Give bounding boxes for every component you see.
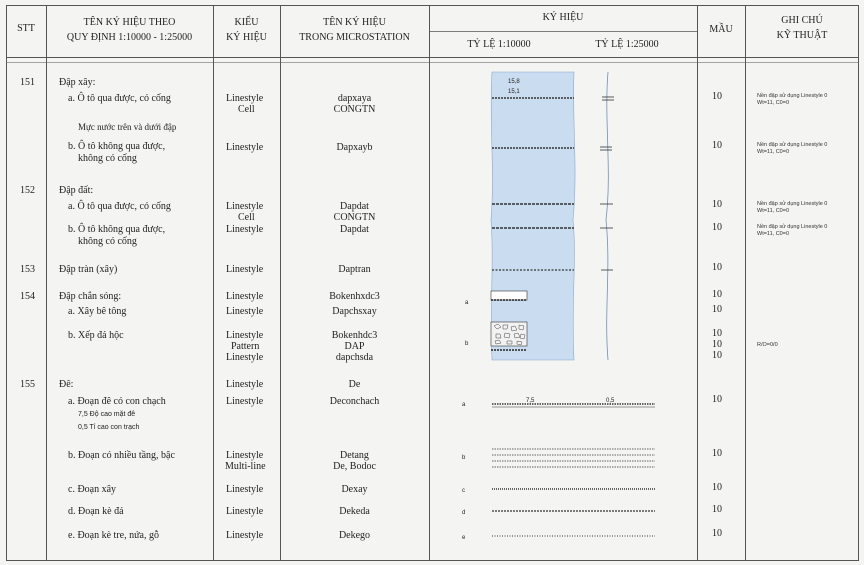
row-151a-type1: Linestyle (226, 93, 264, 104)
row-155b-letter: b (462, 455, 466, 461)
row-151b-note2: Wt=11, C0=0 (757, 149, 789, 155)
header-type-line2: KÝ HIỆU (226, 32, 267, 43)
row-155a-color: 10 (712, 394, 722, 405)
header-color: MẦU (709, 24, 733, 35)
row-151b-name1: b. Ô tô không qua được, (68, 141, 166, 152)
row-153-stt: 153 (20, 264, 35, 275)
row-151a-color: 10 (712, 91, 722, 102)
row-154b-name: b. Xếp đá hộc (68, 330, 124, 341)
row-153-color: 10 (712, 262, 722, 273)
row-155b-color: 10 (712, 448, 722, 459)
row-155a-val1: 7,5 (526, 398, 535, 404)
row-155b-type1: Linestyle (226, 450, 264, 461)
row-151b-note1: Nền đập sử dụng Linestyle 0 (757, 142, 828, 148)
header-scale-25000: TỶ LỆ 1:25000 (595, 39, 659, 50)
row-155c-ms: Dexay (341, 484, 368, 495)
row-152a-ms1: Dapdat (340, 201, 369, 212)
row-155a-sub2: 0,5 Tỉ cao con trạch (78, 424, 140, 431)
row-152-name: Đập đất: (59, 185, 94, 196)
row-151b-type: Linestyle (226, 142, 264, 153)
water-band-symbol (491, 72, 575, 360)
row-155b-name: b. Đoạn có nhiều tầng, bậc (68, 450, 175, 461)
row-151-sub: Mực nước trên và dưới đập (78, 122, 177, 132)
row-152b-name2: không có cống (78, 236, 137, 247)
row-152b-type: Linestyle (226, 224, 264, 235)
row-155e-color: 10 (712, 528, 722, 539)
row-151b-ms: Dapxayb (336, 142, 373, 153)
row-152b-ms: Dapdat (340, 224, 369, 235)
row-154-letter: a (465, 300, 469, 306)
row-154-name: Đập chắn sóng: (59, 291, 122, 302)
header-note-line1: GHI CHÚ (781, 15, 823, 26)
row-154b-color1: 10 (712, 328, 722, 339)
row-152-stt: 152 (20, 185, 35, 196)
row-151a-ms2: CONGTN (333, 104, 376, 115)
row-154-color: 10 (712, 289, 722, 300)
row-155e-type: Linestyle (226, 530, 264, 541)
row-155a-type: Linestyle (226, 396, 264, 407)
row-155-ms: De (348, 379, 361, 390)
row-152a-ms2: CONGTN (333, 212, 376, 223)
row-155d-type: Linestyle (226, 506, 264, 517)
row-152b-color: 10 (712, 222, 722, 233)
header-note-line2: KỸ THUẬT (776, 30, 828, 41)
row-152a-note1: Nền đập sử dụng Linestyle 0 (757, 201, 828, 207)
header-msname-line2: TRONG MICROSTATION (299, 32, 410, 43)
header-type-line1: KIỂU (234, 17, 259, 28)
row-154-type: Linestyle (226, 291, 264, 302)
dyke-symbols (492, 404, 655, 536)
row-151b-color: 10 (712, 140, 722, 151)
row-155c-name: c. Đoạn xây (68, 484, 117, 495)
row-155e-name: e. Đoạn kè tre, nứa, gỗ (68, 530, 159, 541)
row-155d-ms: Dekeda (339, 506, 370, 517)
row-154b-ms2: DAP (344, 341, 365, 352)
row-151-name: Đập xây: (59, 77, 96, 88)
row-152a-type2: Cell (238, 212, 255, 223)
row-155-stt: 155 (20, 379, 35, 390)
row-155-name: Đê: (59, 379, 74, 390)
row-152a-color: 10 (712, 199, 722, 210)
row-153-ms: Daptran (338, 264, 371, 275)
symbol-label-top2: 15,1 (508, 89, 520, 95)
row-155d-name: d. Đoạn kè đá (68, 506, 124, 517)
row-154b-type1: Linestyle (226, 330, 264, 341)
row-152a-type1: Linestyle (226, 201, 264, 212)
header-msname-line1: TÊN KÝ HIỆU (323, 17, 386, 28)
row-155c-color: 10 (712, 482, 722, 493)
row-152a-note2: Wt=11, C0=0 (757, 208, 789, 214)
row-155d-color: 10 (712, 504, 722, 515)
row-153-type: Linestyle (226, 264, 264, 275)
row-153-name: Đập tràn (xây) (59, 264, 118, 275)
row-154b-color2: 10 (712, 339, 722, 350)
symbol-label-top1: 15,8 (508, 79, 520, 85)
header-stt: STT (17, 23, 35, 34)
row-155a-val2: 0,5 (606, 398, 615, 404)
row-154-stt: 154 (20, 291, 35, 302)
row-154b-color3: 10 (712, 350, 722, 361)
row-155-type: Linestyle (226, 379, 264, 390)
row-155a-letter: a (462, 402, 466, 408)
row-155e-letter: e (462, 535, 466, 541)
row-151-stt: 151 (20, 77, 35, 88)
row-154b-letter: b (465, 341, 469, 347)
row-152b-note2: Wt=11, C0=0 (757, 231, 789, 237)
row-154-ms: Bokenhxdc3 (329, 291, 380, 302)
row-155a-ms: Deconchach (329, 396, 380, 407)
row-155d-letter: d (462, 510, 466, 516)
row-155b-ms1: Detang (340, 450, 369, 461)
row-155a-sub1: 7,5 Độ cao mặt đê (78, 411, 136, 418)
row-155c-type: Linestyle (226, 484, 264, 495)
header-scale-10000: TỶ LỆ 1:10000 (467, 39, 531, 50)
row-154b-type3: Linestyle (226, 352, 264, 363)
row-152b-note1: Nền đập sử dụng Linestyle 0 (757, 224, 828, 230)
row-151a-name: a. Ô tô qua được, có cống (68, 93, 171, 104)
row-151a-note2: Wt=11, C0=0 (757, 100, 789, 106)
row-152a-name: a. Ô tô qua được, có cống (68, 201, 171, 212)
row-154a-ms: Dapchsxay (332, 306, 377, 317)
row-154b-ms3: dapchsda (335, 352, 374, 363)
row-151b-name2: không có cống (78, 153, 137, 164)
row-154a-name: a. Xây bê tông (68, 306, 127, 317)
row-152b-name1: b. Ô tô không qua được, (68, 224, 166, 235)
row-151a-type2: Cell (238, 104, 255, 115)
header-symbol: KÝ HIỆU (542, 12, 584, 23)
row-151a-note1: Nền đập sử dụng Linestyle 0 (757, 93, 828, 99)
row-155b-type2: Multi-line (225, 461, 266, 472)
row-155b-ms2: De, Bodoc (333, 461, 376, 472)
river-line-25000 (606, 72, 608, 360)
row-155e-ms: Dekego (338, 530, 371, 541)
row-155a-name: a. Đoạn đê có con chạch (68, 396, 166, 407)
row-154b-ms1: Bokenhdc3 (331, 330, 378, 341)
header-name-line2: QUY ĐỊNH 1:10000 - 1:25000 (66, 32, 193, 43)
header-name-line1: TÊN KÝ HIỆU THEO (83, 17, 176, 28)
row-151a-ms1: dapxaya (337, 93, 372, 104)
row-155c-letter: c (462, 488, 465, 494)
row-154a-type: Linestyle (226, 306, 264, 317)
row-154b-note: R/O=0/0 (757, 342, 778, 348)
row-154a-color: 10 (712, 304, 722, 315)
row-154b-type2: Pattern (231, 341, 260, 352)
